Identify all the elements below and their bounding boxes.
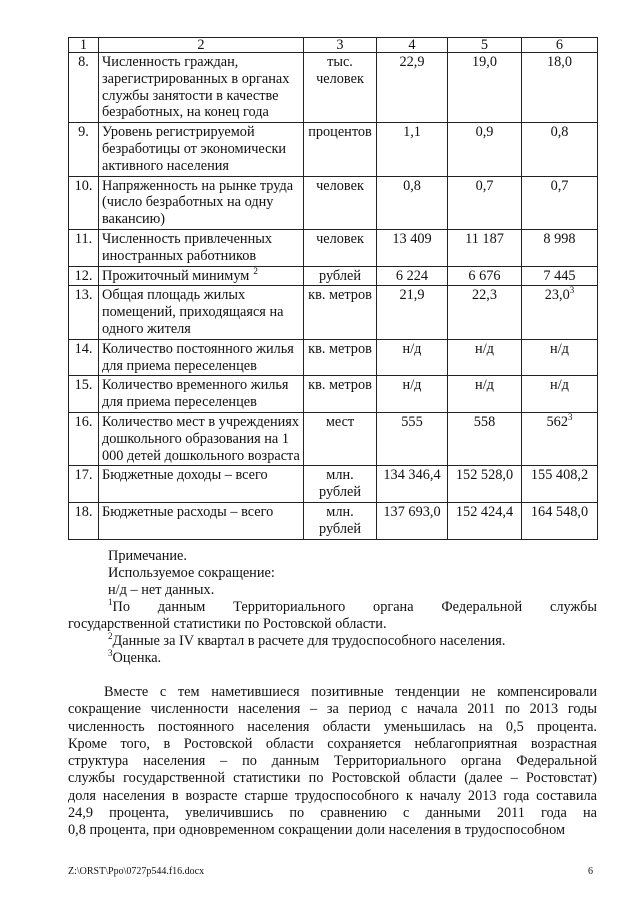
column-header-text: 6 <box>555 37 564 53</box>
value-col5 <box>448 123 522 176</box>
statistics-table <box>68 37 598 540</box>
column-header-text: 4 <box>408 37 416 53</box>
indicator-name <box>99 502 304 539</box>
value-col5-text: 0,9 <box>475 124 494 141</box>
indicator-name-text: Общая площадь жилых помещений, приходящаяся на одного жителя <box>102 287 284 337</box>
footnote-1-text: По данным Территориального органа Федеральной службы <box>112 599 597 615</box>
table-row <box>69 412 598 465</box>
value-col6 <box>522 286 598 339</box>
value-col4 <box>377 123 448 176</box>
indicator-name-text: Прожиточный минимум <box>102 267 250 284</box>
row-number-text: 9. <box>78 124 89 141</box>
value-col5 <box>448 53 522 123</box>
unit <box>304 412 377 465</box>
value-col6-text: н/д <box>550 340 569 357</box>
value-col4-text: 1,1 <box>403 124 421 141</box>
table-row <box>69 266 598 286</box>
footer-file-path: Z:\ORST\Ppo\0727p544.f16.docx <box>68 866 205 877</box>
value-col5-text: 152 424,4 <box>455 503 514 520</box>
value-col5 <box>448 412 522 465</box>
indicator-name-text: Напряженность на рынке труда (число безработных на одну вакансию) <box>102 177 294 228</box>
indicator-name <box>99 53 304 123</box>
unit-text: мест <box>325 413 355 430</box>
indicator-name <box>99 176 304 229</box>
value-col6 <box>522 412 598 465</box>
value-col6 <box>522 123 598 176</box>
row-number-text: 13. <box>74 287 93 304</box>
value-col6 <box>522 53 598 123</box>
row-number <box>69 502 99 539</box>
indicator-name <box>99 266 304 286</box>
unit-text: млн. рублей <box>319 503 361 537</box>
footnote-mark: 3 <box>569 285 575 296</box>
paragraph-line: Кроме того, в Ростовской области сохраняется неблагоприятная возрастная <box>68 735 597 752</box>
value-col4-text: 6 224 <box>395 267 429 284</box>
value-col6 <box>522 176 598 229</box>
value-col4 <box>377 229 448 266</box>
value-col6 <box>522 229 598 266</box>
table-row <box>69 53 598 123</box>
footnote-1-line-2: государственной статистики по Ростовской области. <box>68 616 387 632</box>
unit-text: человек <box>316 177 364 194</box>
value-col5 <box>448 229 522 266</box>
value-col4-text: 137 693,0 <box>383 503 441 520</box>
value-col5-text: 0,7 <box>475 177 494 194</box>
unit <box>304 266 377 286</box>
notes-title: Примечание. <box>108 548 187 564</box>
indicator-name-text: Бюджетные доходы – всего <box>102 467 268 484</box>
paragraph-line: численность постоянного населения области уменьшилась на 0,5 процента. <box>68 718 597 735</box>
row-number-text: 17. <box>74 467 93 484</box>
table-row <box>69 123 598 176</box>
column-header <box>522 38 598 53</box>
footnote-1-line-1 <box>108 599 597 616</box>
unit-text: кв. метров <box>308 287 372 304</box>
footnote-3 <box>108 650 161 667</box>
abbreviation-definition: н/д – нет данных. <box>108 582 215 598</box>
paragraph-line: службы государственной статистики по Ростовской области (далее – Ростовстат) <box>68 770 597 787</box>
value-col4 <box>377 339 448 376</box>
value-col6-text: 164 548,0 <box>530 503 589 520</box>
value-col6-text: 8 998 <box>543 230 576 247</box>
paragraph-line: структура населения – по данным Территориального органа Федеральной <box>68 753 597 770</box>
indicator-name <box>99 123 304 176</box>
value-col5-text: 558 <box>473 413 496 430</box>
value-col4-text: 21,9 <box>399 287 425 304</box>
value-col5 <box>448 376 522 413</box>
indicator-name-text: Уровень регистрируемой безработицы от экономически активного населения <box>102 124 287 174</box>
indicator-name-text: Численность привлеченных иностранных работников <box>102 230 272 264</box>
footnote-2-mark: 2 <box>108 631 113 641</box>
footnote-3-text: Оценка. <box>112 650 162 666</box>
indicator-name <box>99 339 304 376</box>
footnote-mark: 3 <box>567 411 573 422</box>
indicator-name-text: Количество временного жилья для приема переселенцев <box>102 377 289 411</box>
column-header <box>377 38 448 53</box>
body-paragraph <box>68 684 597 840</box>
unit-text: кв. метров <box>308 377 372 394</box>
abbreviation-intro: Используемое сокращение: <box>108 565 275 581</box>
value-col5 <box>448 466 522 503</box>
unit-text: млн. рублей <box>319 467 361 501</box>
column-header-text: 1 <box>79 37 88 53</box>
value-col5-text: 19,0 <box>471 54 498 70</box>
row-number <box>69 412 99 465</box>
value-col4 <box>377 376 448 413</box>
value-col4-text: 13 409 <box>392 230 432 247</box>
row-number-text: 10. <box>74 177 93 194</box>
value-col4 <box>377 466 448 503</box>
row-number <box>69 229 99 266</box>
footnote-2-text: Данные за IV квартал в расчете для трудоспособного населения. <box>112 633 506 649</box>
unit <box>304 339 377 376</box>
column-header <box>99 38 304 53</box>
unit <box>304 123 377 176</box>
value-col5 <box>448 502 522 539</box>
unit-text: человек <box>316 230 364 247</box>
value-col4 <box>377 266 448 286</box>
value-col5 <box>448 286 522 339</box>
value-col6 <box>522 502 598 539</box>
value-col5 <box>448 339 522 376</box>
column-header <box>69 38 99 53</box>
value-col5-text: 6 676 <box>468 267 501 284</box>
indicator-name <box>99 412 304 465</box>
unit-text: рублей <box>319 267 361 284</box>
value-col6-text: 155 408,2 <box>530 467 589 484</box>
value-col4 <box>377 53 448 123</box>
value-col4-text: 555 <box>401 413 423 430</box>
value-col5-text: н/д <box>475 340 494 357</box>
paragraph-line: доля населения в возрасте старше трудоспособного к началу 2013 года составила <box>68 787 597 804</box>
value-col4-text: 22,9 <box>399 54 425 70</box>
value-col6 <box>522 376 598 413</box>
value-col4-text: н/д <box>402 340 422 357</box>
value-col6-text: 7 445 <box>543 267 576 284</box>
value-col5-text: 152 528,0 <box>455 467 514 484</box>
table-row <box>69 376 598 413</box>
paragraph-line: 24,9 процента, увеличившись по сравнению с данными 2011 года на <box>68 805 597 822</box>
value-col4 <box>377 412 448 465</box>
indicator-name <box>99 466 304 503</box>
row-number-text: 14. <box>74 340 93 357</box>
indicator-name <box>99 286 304 339</box>
value-col5-text: 22,3 <box>471 287 498 304</box>
unit <box>304 466 377 503</box>
value-col5-text: н/д <box>475 377 494 394</box>
value-col4-text: 0,8 <box>403 177 421 194</box>
footnote-mark: 2 <box>253 265 258 276</box>
value-col6 <box>522 266 598 286</box>
value-col6-text: 23,0 <box>544 287 570 304</box>
column-header <box>448 38 522 53</box>
value-col6-text: 18,0 <box>546 54 573 70</box>
footnote-2 <box>108 633 505 650</box>
footnote-1-mark: 1 <box>108 597 113 607</box>
unit <box>304 53 377 123</box>
indicator-name-text: Численность граждан, зарегистрированных в органах службы занятости в качестве безработных, на конец года <box>102 54 290 121</box>
unit <box>304 229 377 266</box>
row-number-text: 15. <box>74 377 93 394</box>
unit-text: кв. метров <box>308 340 372 357</box>
row-number-text: 16. <box>74 413 93 430</box>
table-row <box>69 466 598 503</box>
table-row <box>69 176 598 229</box>
unit-text: процентов <box>308 124 372 141</box>
value-col6-text: 0,7 <box>550 177 569 194</box>
value-col6 <box>522 339 598 376</box>
table-row <box>69 339 598 376</box>
value-col5 <box>448 176 522 229</box>
footnote-3-mark: 3 <box>108 648 113 658</box>
value-col4 <box>377 176 448 229</box>
row-number <box>69 466 99 503</box>
row-number-text: 18. <box>74 503 93 520</box>
row-number <box>69 266 99 286</box>
row-number <box>69 53 99 123</box>
row-number <box>69 339 99 376</box>
value-col5 <box>448 266 522 286</box>
paragraph-line: сокращение численности населения – за период с начала 2011 по 2013 годы <box>68 701 597 718</box>
column-header-text: 3 <box>336 37 344 53</box>
table-row <box>69 502 598 539</box>
value-col6 <box>522 466 598 503</box>
indicator-name <box>99 229 304 266</box>
table-row <box>69 286 598 339</box>
value-col4-text: н/д <box>402 377 422 394</box>
row-number-text: 8. <box>78 54 89 70</box>
column-header <box>304 38 377 53</box>
unit <box>304 376 377 413</box>
unit <box>304 502 377 539</box>
unit-text: тыс. человек <box>316 54 364 87</box>
row-number <box>69 123 99 176</box>
column-header-text: 5 <box>480 37 489 53</box>
value-col4 <box>377 502 448 539</box>
table-body <box>69 38 598 540</box>
table-row <box>69 229 598 266</box>
table-header-row <box>69 38 598 53</box>
row-number <box>69 176 99 229</box>
unit <box>304 286 377 339</box>
value-col5-text: 11 187 <box>465 230 504 247</box>
unit <box>304 176 377 229</box>
paragraph-line: 0,8 процента, при одновременном сокращении доли населения в трудоспособном <box>68 822 566 839</box>
value-col6-text: 562 <box>546 413 568 430</box>
page-number: 6 <box>588 866 593 877</box>
row-number-text: 11. <box>74 230 93 247</box>
indicator-name-text: Бюджетные расходы – всего <box>102 503 274 520</box>
row-number <box>69 286 99 339</box>
row-number-text: 12. <box>74 267 93 284</box>
column-header-text: 2 <box>197 37 205 53</box>
indicator-name-text: Количество постоянного жилья для приема переселенцев <box>102 340 294 374</box>
value-col4-text: 134 346,4 <box>383 467 441 484</box>
indicator-name-text: Количество мест в учреждениях дошкольного образования на 1 000 детей дошкольного возраста <box>102 413 300 464</box>
indicator-name <box>99 376 304 413</box>
row-number <box>69 376 99 413</box>
value-col4 <box>377 286 448 339</box>
paragraph-line: Вместе с тем наметившиеся позитивные тенденции не компенсировали <box>104 684 597 700</box>
value-col6-text: н/д <box>550 377 569 394</box>
value-col6-text: 0,8 <box>550 124 569 141</box>
